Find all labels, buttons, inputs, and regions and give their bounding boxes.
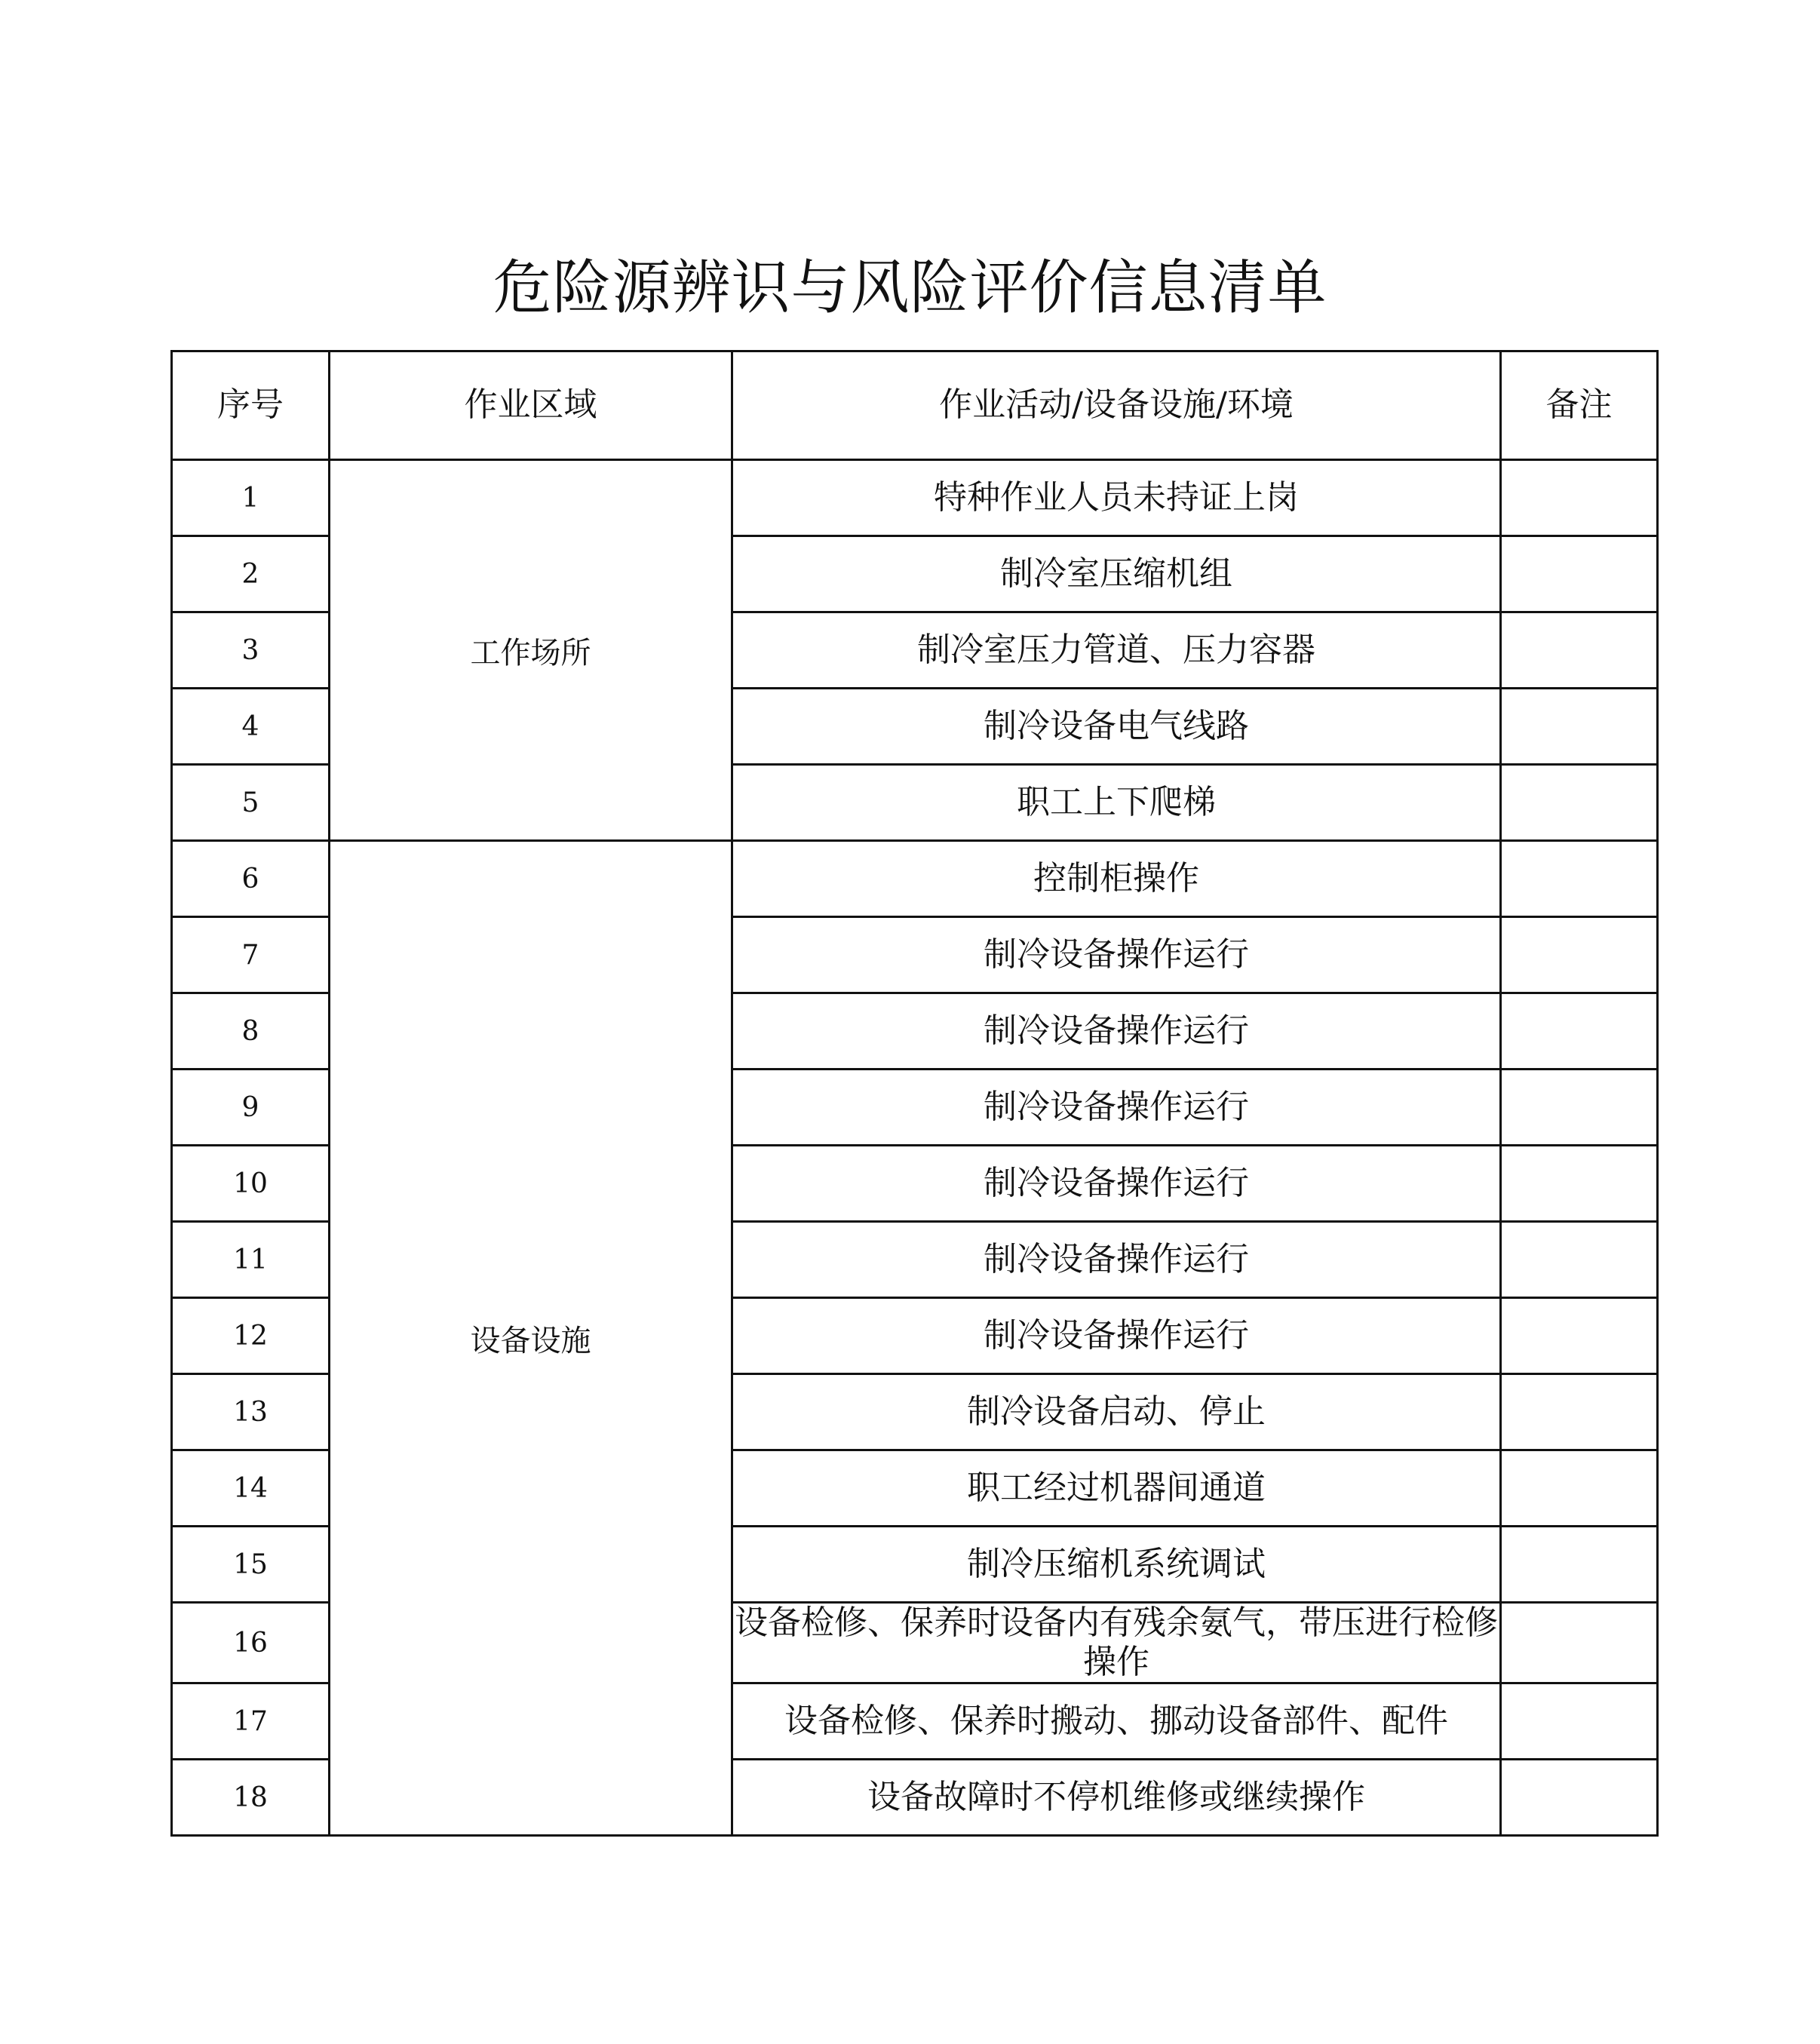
note-cell	[1501, 1603, 1658, 1683]
activity-cell: 控制柜操作	[732, 841, 1501, 917]
note-cell	[1501, 1374, 1658, 1450]
seq-cell: 13	[172, 1374, 330, 1450]
header-note: 备注	[1501, 351, 1658, 460]
seq-cell: 8	[172, 993, 330, 1070]
zone-cell: 设备设施	[330, 841, 732, 1836]
seq-cell: 11	[172, 1222, 330, 1298]
activity-cell: 制冷设备操作运行	[732, 917, 1501, 993]
note-cell	[1501, 841, 1658, 917]
seq-cell: 15	[172, 1527, 330, 1603]
activity-cell: 制冷设备操作运行	[732, 1298, 1501, 1374]
activity-cell: 设备检修、保养时搬动、挪动设备部件、配件	[732, 1683, 1501, 1760]
seq-cell: 9	[172, 1070, 330, 1146]
activity-cell: 制冷设备操作运行	[732, 1222, 1501, 1298]
activity-cell: 设备故障时不停机维修或继续操作	[732, 1760, 1501, 1836]
seq-cell: 5	[172, 765, 330, 841]
note-cell	[1501, 1298, 1658, 1374]
zone-cell: 工作场所	[330, 460, 732, 841]
activity-cell: 制冷压缩机系统调试	[732, 1527, 1501, 1603]
page-title: 危险源辨识与风险评价信息清单	[493, 254, 1327, 322]
header-seq: 序号	[172, 351, 330, 460]
seq-cell: 18	[172, 1760, 330, 1836]
seq-cell: 16	[172, 1603, 330, 1683]
table-body	[172, 460, 1658, 1836]
note-cell	[1501, 765, 1658, 841]
seq-cell: 3	[172, 612, 330, 689]
header-zone: 作业区域	[330, 351, 732, 460]
table-header-row	[172, 351, 1658, 460]
activity-cell: 设备检修、保养时设备内有残余氨气，带压进行检修操作	[732, 1603, 1501, 1683]
note-cell	[1501, 460, 1658, 536]
seq-cell: 10	[172, 1146, 330, 1222]
activity-cell: 制冷设备操作运行	[732, 1070, 1501, 1146]
activity-cell: 职工经过机器间通道	[732, 1450, 1501, 1527]
note-cell	[1501, 1683, 1658, 1760]
risk-info-table	[170, 350, 1659, 1837]
note-cell	[1501, 612, 1658, 689]
note-cell	[1501, 917, 1658, 993]
note-cell	[1501, 993, 1658, 1070]
note-cell	[1501, 1146, 1658, 1222]
activity-cell: 制冷室压力管道、压力容器	[732, 612, 1501, 689]
note-cell	[1501, 1450, 1658, 1527]
seq-cell: 4	[172, 689, 330, 765]
seq-cell: 1	[172, 460, 330, 536]
note-cell	[1501, 689, 1658, 765]
activity-cell: 制冷设备电气线路	[732, 689, 1501, 765]
note-cell	[1501, 1527, 1658, 1603]
note-cell	[1501, 1222, 1658, 1298]
table-row	[172, 841, 1658, 917]
seq-cell: 12	[172, 1298, 330, 1374]
table-row	[172, 460, 1658, 536]
activity-cell: 制冷设备操作运行	[732, 1146, 1501, 1222]
activity-cell: 制冷室压缩机组	[732, 536, 1501, 612]
header-activity: 作业活动/设备设施/环境	[732, 351, 1501, 460]
activity-cell: 职工上下爬梯	[732, 765, 1501, 841]
seq-cell: 7	[172, 917, 330, 993]
seq-cell: 6	[172, 841, 330, 917]
seq-cell: 14	[172, 1450, 330, 1527]
note-cell	[1501, 536, 1658, 612]
note-cell	[1501, 1760, 1658, 1836]
seq-cell: 2	[172, 536, 330, 612]
activity-cell: 制冷设备启动、停止	[732, 1374, 1501, 1450]
seq-cell: 17	[172, 1683, 330, 1760]
activity-cell: 制冷设备操作运行	[732, 993, 1501, 1070]
note-cell	[1501, 1070, 1658, 1146]
activity-cell: 特种作业人员未持证上岗	[732, 460, 1501, 536]
